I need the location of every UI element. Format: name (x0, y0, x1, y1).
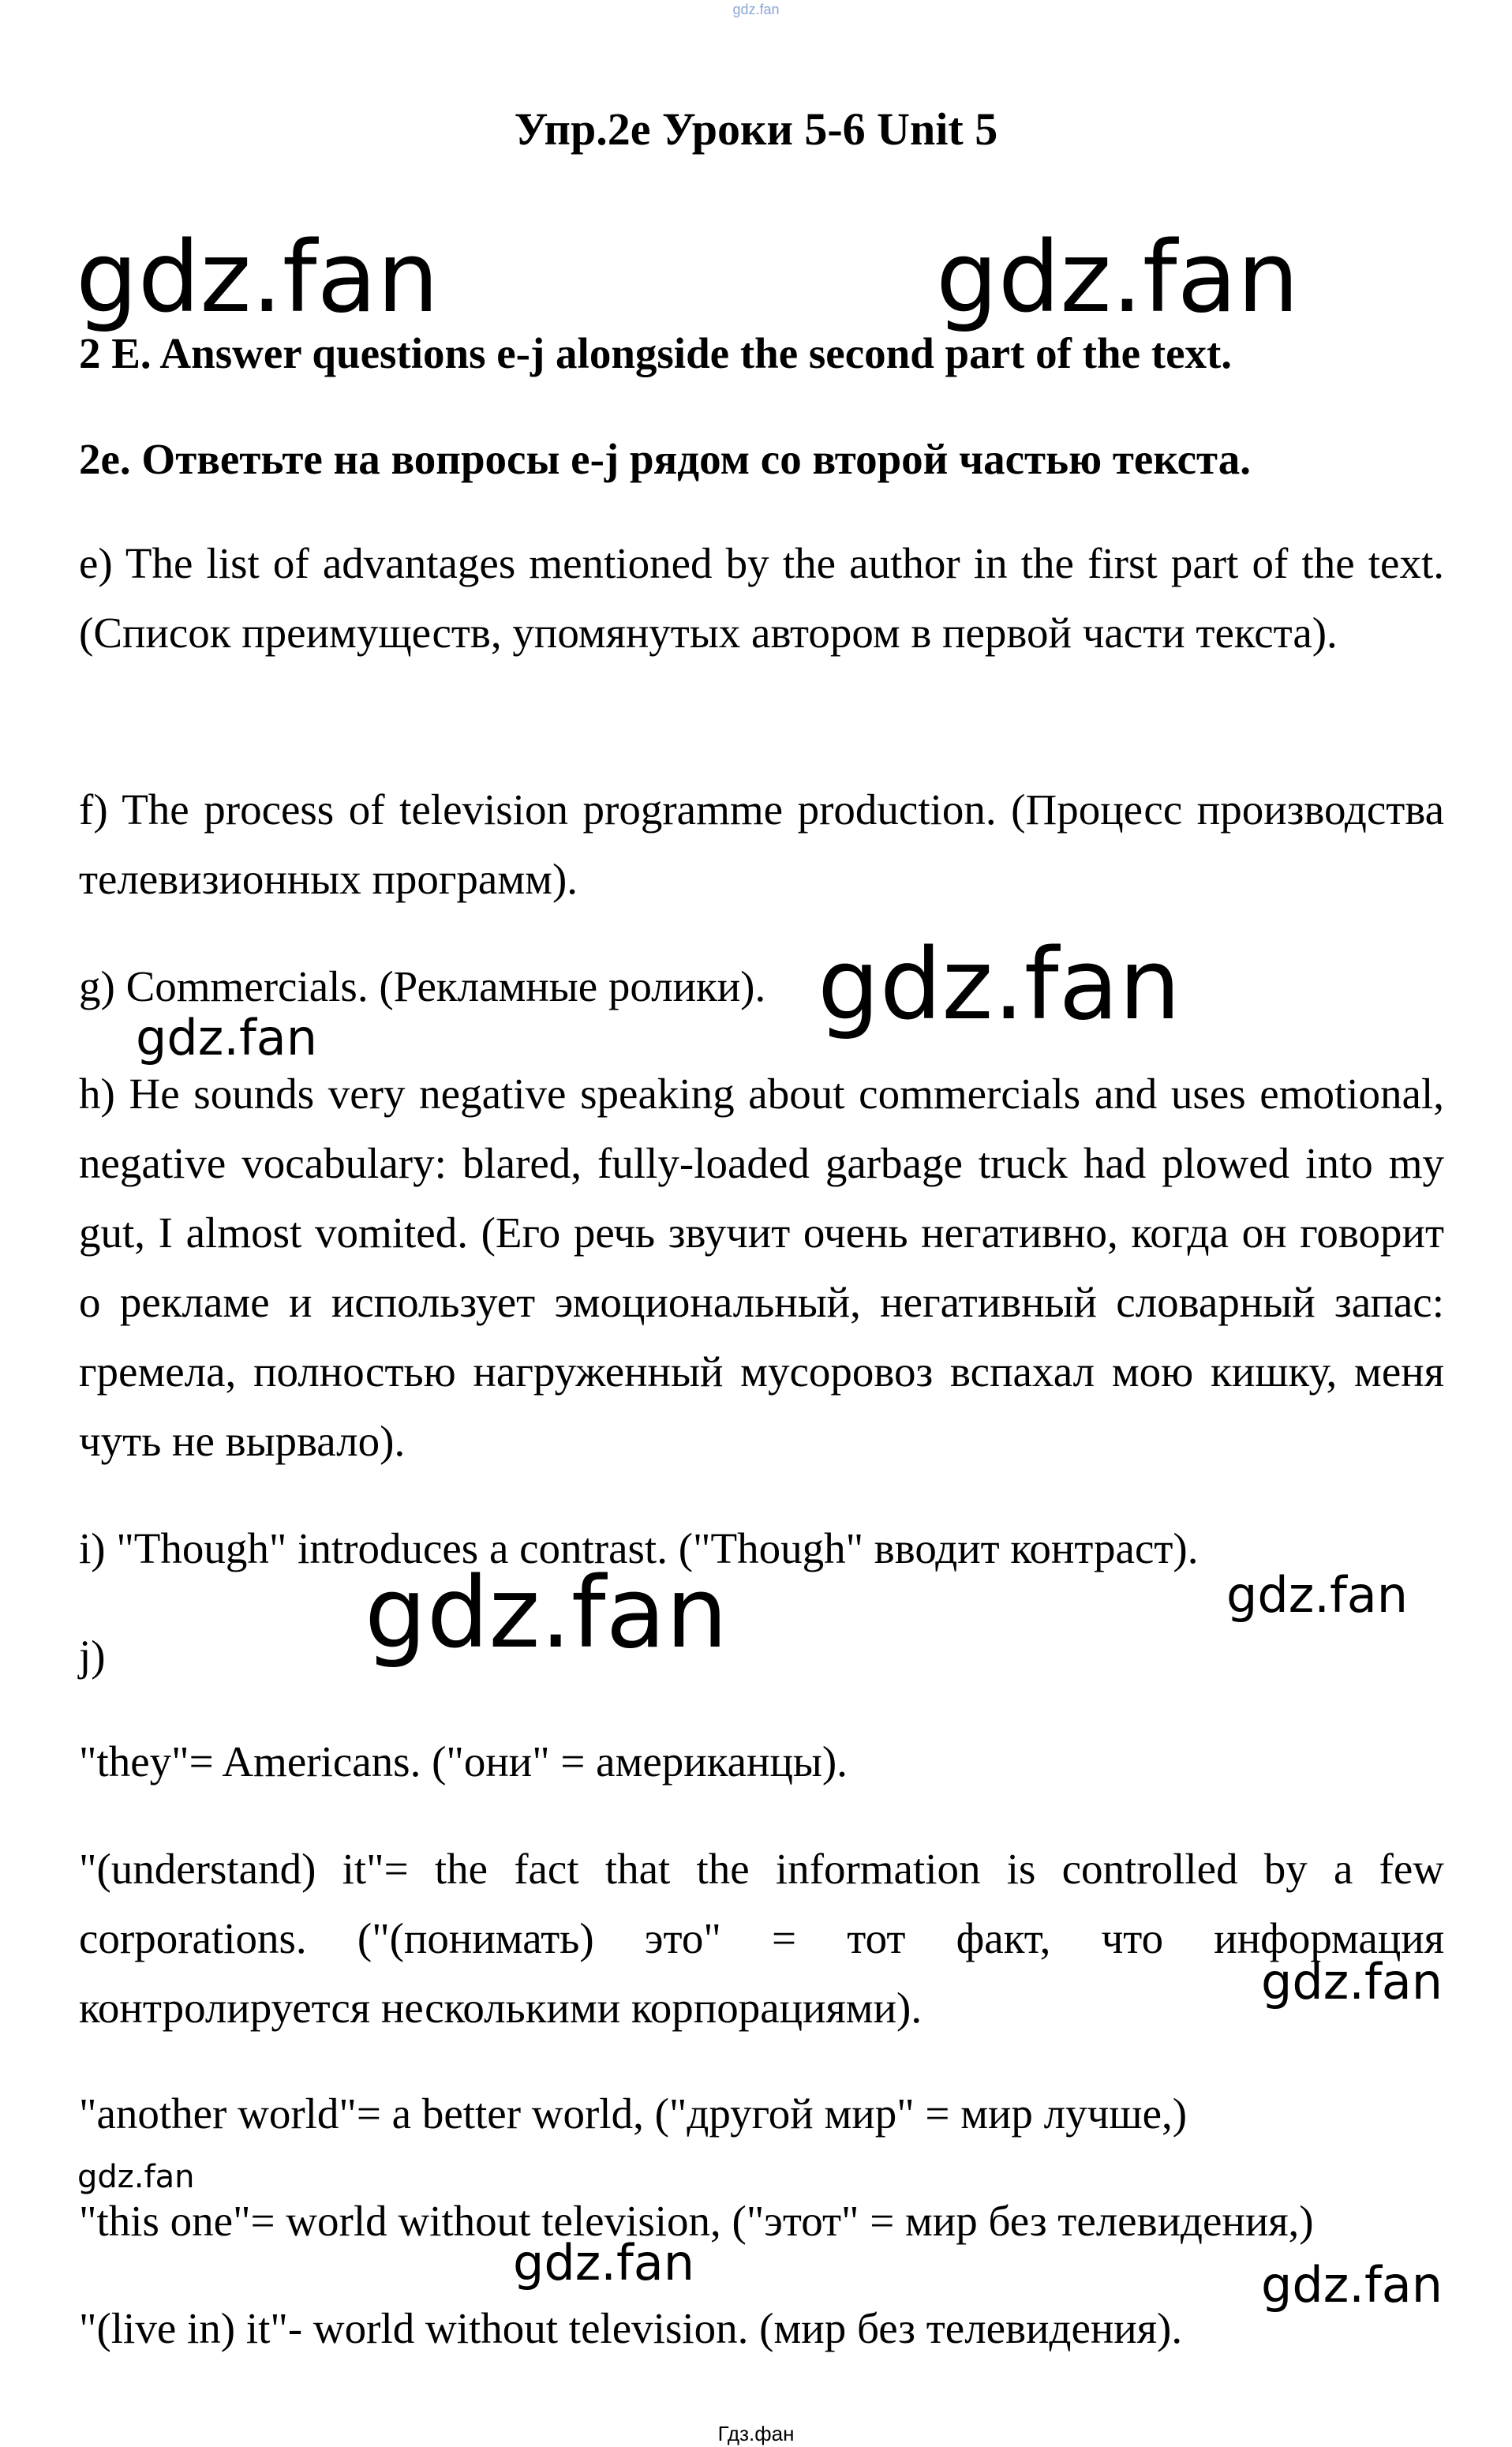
watermark-j-center: gdz.fan (513, 2234, 695, 2291)
page-footer: Гдз.фан (717, 2422, 795, 2445)
watermark-large-left: gdz.fan (76, 221, 440, 335)
answer-g: g) Commercials. (Рекламные ролики). (79, 962, 766, 1010)
answer-i: i) "Though" introduces a contrast. ("Though" вводит контраст). (79, 1524, 1199, 1572)
watermark-i-small: gdz.fan (1226, 1566, 1409, 1624)
watermark-j-bottom-right: gdz.fan (1261, 2256, 1443, 2314)
answer-f: f) The process of television programme production. (Процесс производства телевизионных программ). (79, 785, 1444, 903)
task-english: 2 E. Answer questions e-j alongside the second part of the text. (79, 329, 1233, 377)
page-title: Упр.2e Уроки 5-6 Unit 5 (514, 103, 998, 155)
watermark-large-right: gdz.fan (936, 221, 1300, 335)
answer-e: e) The list of advantages mentioned by the author in the first part of the text. (Список преимуществ, упомянутых автором в первой части текста). (79, 539, 1444, 657)
task-russian: 2e. Ответьте на вопросы e-j рядом со второй частью текста. (79, 435, 1251, 483)
answer-j-label: j) (79, 1632, 106, 1680)
answer-j-this-one: "this one"= world without television, ("этот" = мир без телевидения,) (79, 2197, 1314, 2245)
answer-h: h) He sounds very negative speaking about commercials and uses emotional, negative vocabulary: blared, fully-loaded garbage truck had plowed into my gut, I almost vomited. (Его речь звучит очень негативно, когда он говорит о рекламе и использует эмоциональный, негативный словарный запас: гремела, полностью нагруженный мусоровоз вспахал мою кишку, меня чуть не вырвало). (79, 1070, 1444, 1465)
answer-j-live-in: "(live in) it"- world without television. (мир без телевидения). (79, 2304, 1183, 2352)
watermark-i-large: gdz.fan (365, 1557, 728, 1670)
watermark-j-right: gdz.fan (1261, 1953, 1443, 2010)
watermark-j-small-left: gdz.fan (77, 2159, 195, 2195)
answer-j-understand: "(understand) it"= the fact that the information is controlled by a few corporations. ("(понимать) это" = тот факт, что информация контролируется несколькими корпорациями). (79, 1845, 1444, 2032)
watermark-g-inline: gdz.fan (818, 928, 1181, 1042)
top-watermark: gdz.fan (732, 2, 780, 17)
answer-j-another-world: "another world"= a better world, ("другой мир" = мир лучше,) (79, 2089, 1188, 2138)
answer-j-they: "they"= Americans. ("они" = американцы). (79, 1737, 848, 1786)
watermark-g-below: gdz.fan (136, 1009, 318, 1066)
